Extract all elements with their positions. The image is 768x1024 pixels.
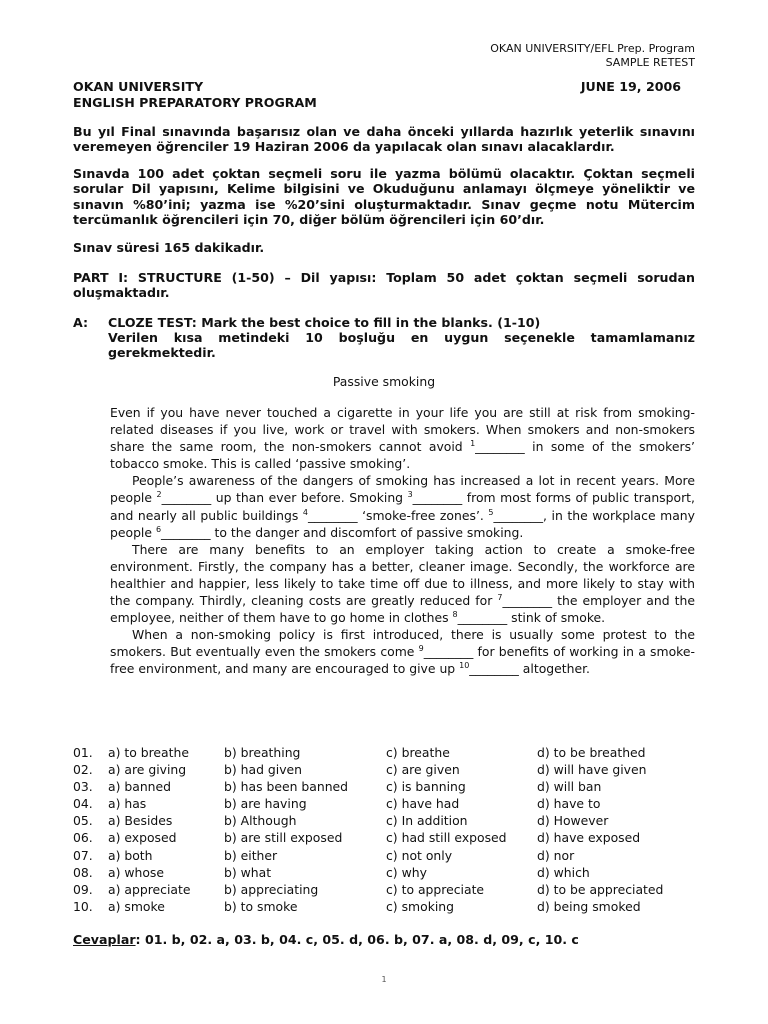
blank: ________ — [493, 507, 544, 523]
option-a: a) both — [108, 847, 153, 863]
institution-block — [73, 79, 695, 110]
option-a: a) exposed — [108, 830, 177, 846]
page-number: 1 — [381, 975, 387, 984]
option-b: b) appreciating — [224, 881, 319, 897]
option-b: b) has been banned — [224, 779, 349, 795]
option-d: d) However — [537, 813, 609, 829]
section-a-label: A: — [73, 315, 89, 330]
question-number: 04. — [73, 796, 93, 812]
option-d: d) will have given — [537, 762, 647, 778]
question-number: 07. — [73, 847, 93, 863]
option-b: b) had given — [224, 762, 303, 778]
question-number: 10. — [73, 898, 93, 914]
question-number: 01. — [73, 745, 93, 760]
option-b: b) Although — [224, 813, 297, 829]
exam-date: JUNE 19, 2006 — [580, 79, 681, 94]
answer-key — [73, 932, 579, 947]
option-a: a) appreciate — [108, 881, 191, 897]
answer-key-text: : 01. b, 02. a, 03. b, 04. c, 05. d, 06. b, 07. a, 08. d, 09, c, 10. c — [135, 932, 579, 947]
option-a: a) Besides — [108, 813, 173, 829]
intro-paragraph-3: Sınav süresi 165 dakikadır. — [73, 240, 265, 255]
option-a: a) has — [108, 796, 147, 812]
institution-name: OKAN UNIVERSITY — [73, 79, 204, 94]
blank: ________ — [161, 490, 212, 506]
option-c: c) why — [386, 864, 427, 880]
blank: ________ — [307, 507, 358, 523]
blank-number: 6 — [155, 524, 162, 534]
header-retest-label: SAMPLE RETEST — [605, 55, 695, 69]
option-b: b) what — [224, 864, 272, 880]
blank-number: 7 — [497, 593, 503, 603]
passage-paragraph: People’s awareness of the dangers of smoking has increased a lot in recent years. More people $^2$________ up than ever before. Smoking $^3$________ from most forms of public transport, and nearly all public buildings $^4$________ ‘smoke-free zones’. $^5$________, in the workplace many people $^6$________ to the danger and discomfort of passive smoking. — [110, 473, 695, 540]
blank-number: 8 — [452, 610, 458, 620]
part-one-heading: PART I: STRUCTURE (1-50) – Dil yapısı: Toplam 50 adet çoktan seçmeli sorudan oluşmaktadır. — [73, 270, 695, 301]
option-d: d) will ban — [537, 779, 602, 795]
document-header — [490, 42, 695, 69]
blank-number: 1 — [470, 439, 476, 449]
blank: ________ — [412, 490, 463, 506]
passage — [110, 404, 695, 678]
blank: ________ — [457, 610, 508, 626]
option-d: d) being smoked — [537, 898, 641, 914]
option-d: d) which — [537, 864, 590, 880]
option-b: b) are having — [224, 796, 307, 812]
option-a: a) to breathe — [108, 745, 189, 760]
option-d: d) to be appreciated — [537, 881, 664, 897]
option-c: c) In addition — [386, 813, 468, 829]
option-d: d) have to — [537, 796, 601, 812]
passage-paragraph: There are many benefits to an employer taking action to create a smoke-free environment. Firstly, the company has a better, cleaner image. Secondly, the workforce are healthier and happier, less likely to take time off due to illness, and more likely to stay with the company. Thirdly, cleaning costs are greatly reduced for $^7$________ the employer and the employee, neither of them have to go home in clothes $^8$________ stink of smoke. — [110, 541, 695, 626]
header-program: OKAN UNIVERSITY/EFL Prep. Program — [490, 42, 695, 55]
option-b: b) to smoke — [224, 898, 298, 914]
blank-number: 9 — [418, 644, 424, 654]
question-number: 06. — [73, 830, 93, 846]
option-b: b) breathing — [224, 745, 301, 760]
blank: ________ — [469, 661, 519, 677]
option-b: b) are still exposed — [224, 830, 343, 846]
passage-paragraph: Even if you have never touched a cigarette in your life you are still at risk from smoking-related diseases if you live, work or travel with smokers. When smokers and non-smokers share the same room, the non-smokers cannot avoid $^1$________ in some of the smokers’ tobacco smoke. This is called ‘passive smoking’. — [110, 405, 695, 472]
option-c: c) have had — [386, 796, 460, 812]
question-number: 08. — [73, 864, 93, 880]
blank-number: 10 — [459, 661, 470, 671]
option-b: b) either — [224, 847, 278, 863]
passage-paragraph: When a non-smoking policy is first introduced, there is usually some protest to the smokers. But eventually even the smokers come $^9$________ for benefits of working in a smoke-free environment, and many are encouraged to give up $^{10}$________ altogether. — [110, 627, 695, 677]
question-number: 05. — [73, 813, 93, 829]
question-number: 03. — [73, 779, 93, 795]
option-a: a) whose — [108, 864, 165, 880]
question-number: 09. — [73, 881, 93, 897]
program-name: ENGLISH PREPARATORY PROGRAM — [73, 94, 317, 110]
option-a: a) smoke — [108, 898, 165, 914]
option-a: a) banned — [108, 779, 172, 795]
section-a-instruction: Verilen kısa metindeki 10 boşluğu en uygun seçenekle tamamlamanız gerekmektedir. — [108, 330, 695, 360]
answer-key-label: Cevaplar — [73, 932, 136, 947]
option-d: d) nor — [537, 847, 575, 863]
option-c: c) had still exposed — [386, 830, 507, 846]
blank: ________ — [423, 644, 474, 660]
intro-paragraph-2: Sınavda 100 adet çoktan seçmeli soru ile yazma bölümü olacaktır. Çoktan seçmeli sorular Dil yapısını, Kelime bilgisini ve Okuduğunu anlamayı ölçmeye yöneliktir ve sınavın %80’ini; yazma ise %20’sini oluşturmaktadır. Sınav geçme notu Mütercim tercümanlık öğrencileri için 70, diğer bölüm öğrencileri için 60’dır. — [73, 166, 695, 228]
option-d: d) to be breathed — [537, 745, 646, 760]
option-c: c) breathe — [386, 745, 450, 760]
passage-title: Passive smoking — [332, 374, 436, 389]
option-c: c) is banning — [386, 779, 466, 795]
option-a: a) are giving — [108, 762, 187, 778]
blank: ________ — [161, 524, 211, 540]
option-c: c) not only — [386, 847, 453, 863]
blank-number: 3 — [407, 490, 413, 500]
blank-number: 5 — [488, 507, 494, 517]
option-d: d) have exposed — [537, 830, 641, 846]
blank-number: 4 — [302, 507, 308, 517]
section-a — [73, 315, 695, 360]
option-c: c) to appreciate — [386, 881, 485, 897]
blank: ________ — [502, 593, 553, 609]
question-number: 02. — [73, 762, 93, 778]
blank-number: 2 — [156, 490, 162, 500]
option-c: c) smoking — [386, 898, 455, 914]
intro-paragraph-1: Bu yıl Final sınavında başarısız olan ve daha önceki yıllarda hazırlık yeterlik sınavını veremeyen öğrenciler 19 Haziran 2006 da yapılacak olan sınavı alacaklardır. — [73, 124, 695, 155]
blank: ________ — [475, 439, 525, 455]
section-a-title: CLOZE TEST: Mark the best choice to fill in the blanks. (1-10) — [108, 315, 541, 330]
option-c: c) are given — [386, 762, 460, 778]
